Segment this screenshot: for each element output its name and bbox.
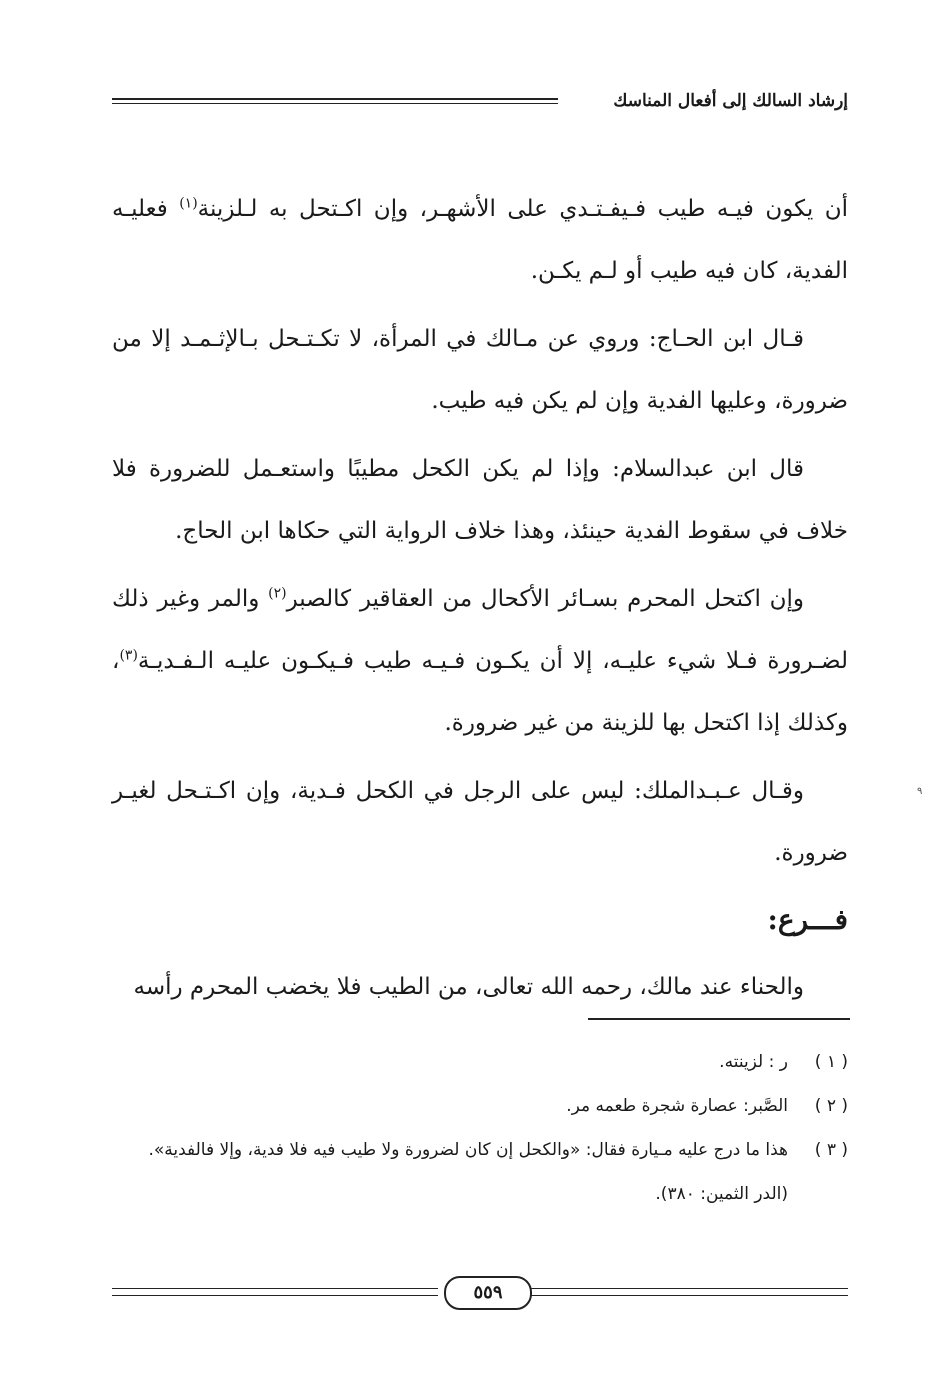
footer-rule-left <box>112 1288 438 1296</box>
footnote-number: ( ٢ ) <box>814 1096 848 1116</box>
footnote-item <box>112 1084 848 1128</box>
page-number: ٥٥٩ <box>444 1276 532 1310</box>
header-rule <box>112 98 558 104</box>
paragraph-5: وقـال عـبـدالملك: ليس على الرجل في الكحل فـدية، وإن اكـتـحل لغيـر ضرورة. <box>112 778 848 866</box>
paragraph-4-part-b: والمر وغير ذلك لضـرورة فـلا شيء عليـه، إلا أن يكـون فـيـه طيب فـيكـون عليـه الـفـديـة <box>112 586 848 674</box>
footnote-text: الصَّبر: عصارة شجرة طعمه مر. <box>566 1096 788 1116</box>
footnote-text: ر : لزينته. <box>719 1052 788 1072</box>
footnote-item <box>112 1040 848 1084</box>
footnote-text: هذا ما درج عليه مـيارة فقال: «والكحل إن كان لضرورة ولا طيب فيه فلا فدية، وإلا فالفدية». (الدر الثمين: ٣٨٠). <box>148 1140 788 1204</box>
running-header <box>112 84 848 120</box>
paragraph-6: والحناء عند مالك، رحمه الله تعالى، من الطيب فلا يخضب المحرم رأسه <box>133 974 804 1000</box>
paragraph-4-part-a: وإن اكتحل المحرم بسـائر الأكحال من العقاقير كالصبر <box>286 586 804 612</box>
section-heading-far: فـــرع: <box>767 903 848 936</box>
footer-rule-right <box>530 1288 848 1296</box>
page-footer <box>112 1276 848 1312</box>
footnote-ref-1[interactable]: (١) <box>179 195 198 212</box>
paragraph-1-part-b: فعليـه الفدية، كان فيه طيب أو لـم يكـن. <box>112 196 848 284</box>
footnote-number: ( ١ ) <box>814 1052 848 1072</box>
paragraph-3: قال ابن عبدالسلام: وإذا لم يكن الكحل مطيبًا واستعـمل للضرورة فلا خلاف في سقوط الفدية حينئذ، وهذا خلاف الرواية التي حكاها ابن الحاج. <box>112 456 848 544</box>
paragraph-4 <box>112 568 848 754</box>
footnote-number: ( ٣ ) <box>814 1140 848 1160</box>
paragraph-2: قـال ابن الحـاج: وروي عن مـالك في المرأة، لا تكـتـحل بـالإثـمـد إلا من ضرورة، وعليها الفدية وإن لم يكن فيه طيب. <box>112 326 848 414</box>
paragraph-1-part-a: أن يكون فيـه طيب فـيفـتـدي على الأشهـر، وإن اكـتحل به لـلزينة <box>197 196 848 222</box>
footnote-ref-3[interactable]: (٣) <box>119 647 138 664</box>
book-title: إرشاد السالك إلى أفعال المناسك <box>603 84 848 118</box>
main-text <box>112 178 848 1024</box>
footnote-ref-2[interactable]: (٢) <box>268 585 287 602</box>
footnote-rule <box>588 1018 850 1020</box>
footnote-item <box>112 1128 848 1216</box>
footnotes <box>112 1040 848 1216</box>
paragraph-4-part-c: ، وكذلك إذا اكتحل بها للزينة من غير ضرورة. <box>112 648 848 736</box>
paragraph-1 <box>112 178 848 302</box>
margin-mark: ٩ <box>917 786 923 797</box>
